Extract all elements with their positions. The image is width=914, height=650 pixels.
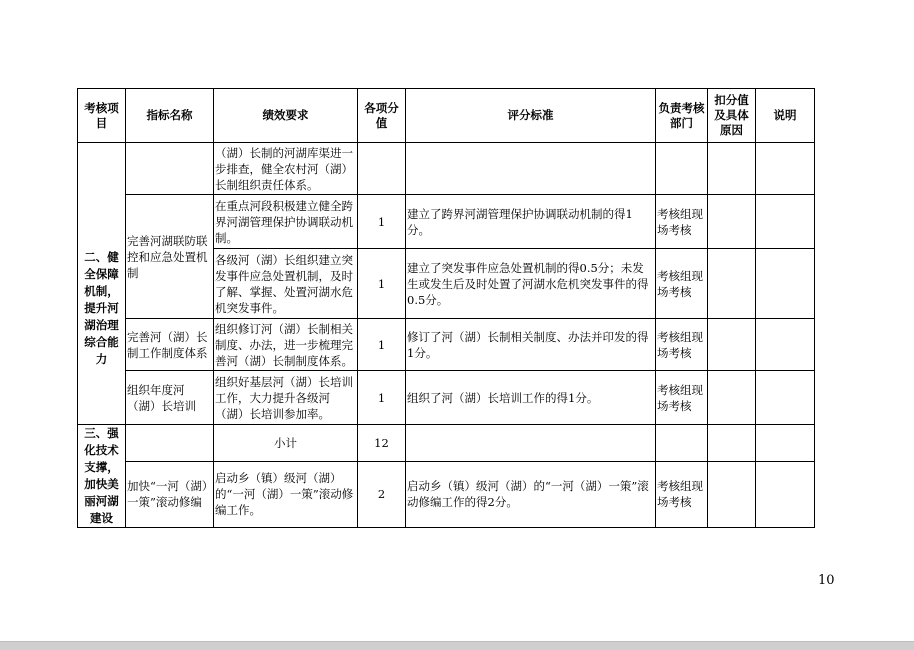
score-cell <box>358 143 406 195</box>
dept-cell: 考核组现场考核 <box>656 195 708 249</box>
indicator-cell: 加快“一河（湖）一策”滚动修编 <box>126 461 214 527</box>
notes-cell <box>756 425 815 462</box>
table-row <box>78 319 815 371</box>
requirement-cell: 组织好基层河（湖）长培训工作，大力提升各级河（湖）长培训参加率。 <box>214 371 358 425</box>
deduction-cell <box>708 319 756 371</box>
header-requirement: 绩效要求 <box>214 89 358 143</box>
criteria-cell <box>406 143 656 195</box>
dept-cell <box>656 143 708 195</box>
dept-cell: 考核组现场考核 <box>656 461 708 527</box>
table-row <box>78 461 815 527</box>
header-category: 考核项目 <box>78 89 126 143</box>
header-dept: 负责考核部门 <box>656 89 708 143</box>
notes-cell <box>756 249 815 319</box>
table-header-row <box>78 89 815 143</box>
indicator-cell: 组织年度河（湖）长培训 <box>126 371 214 425</box>
subtotal-score: 12 <box>358 425 406 462</box>
requirement-cell: 在重点河段积极建立健全跨界河湖管理保护协调联动机制。 <box>214 195 358 249</box>
deduction-cell <box>708 371 756 425</box>
dept-cell: 考核组现场考核 <box>656 371 708 425</box>
category-cell: 二、健全保障机制，提升河湖治理综合能力 <box>78 143 126 425</box>
header-indicator: 指标名称 <box>126 89 214 143</box>
dept-cell <box>656 425 708 462</box>
indicator-cell <box>126 143 214 195</box>
header-score: 各项分值 <box>358 89 406 143</box>
deduction-cell <box>708 143 756 195</box>
criteria-cell: 启动乡（镇）级河（湖）的“一河（湖）一策”滚动修编工作的得2分。 <box>406 461 656 527</box>
criteria-cell <box>406 425 656 462</box>
table-row <box>78 195 815 249</box>
subtotal-label: 小计 <box>214 425 358 462</box>
criteria-cell: 建立了跨界河湖管理保护协调联动机制的得1分。 <box>406 195 656 249</box>
requirement-cell: 组织修订河（湖）长制相关制度、办法，进一步梳理完善河（湖）长制制度体系。 <box>214 319 358 371</box>
score-cell: 1 <box>358 319 406 371</box>
indicator-cell: 完善河湖联防联控和应急处置机制 <box>126 195 214 319</box>
indicator-cell: 完善河（湖）长制工作制度体系 <box>126 319 214 371</box>
dept-cell: 考核组现场考核 <box>656 249 708 319</box>
header-notes: 说明 <box>756 89 815 143</box>
requirement-cell: 各级河（湖）长组织建立突发事件应急处置机制，及时了解、掌握、处置河湖水危机突发事件。 <box>214 249 358 319</box>
header-deduction: 扣分值及具体原因 <box>708 89 756 143</box>
page-number: 10 <box>818 573 835 588</box>
table-row <box>78 371 815 425</box>
header-criteria: 评分标准 <box>406 89 656 143</box>
dept-cell: 考核组现场考核 <box>656 319 708 371</box>
requirement-cell: （湖）长制的河湖库渠进一步排查，健全农村河（湖）长制组织责任体系。 <box>214 143 358 195</box>
indicator-cell <box>126 425 214 462</box>
criteria-cell: 组织了河（湖）长培训工作的得1分。 <box>406 371 656 425</box>
notes-cell <box>756 371 815 425</box>
criteria-cell: 建立了突发事件应急处置机制的得0.5分；未发生或发生后及时处置了河湖水危机突发事件的得0.5分。 <box>406 249 656 319</box>
score-cell: 1 <box>358 249 406 319</box>
deduction-cell <box>708 249 756 319</box>
deduction-cell <box>708 461 756 527</box>
score-cell: 1 <box>358 195 406 249</box>
notes-cell <box>756 195 815 249</box>
requirement-cell: 启动乡（镇）级河（湖）的“一河（湖）一策”滚动修编工作。 <box>214 461 358 527</box>
assessment-table <box>77 88 815 528</box>
notes-cell <box>756 319 815 371</box>
deduction-cell <box>708 425 756 462</box>
notes-cell <box>756 461 815 527</box>
subtotal-row <box>78 425 815 462</box>
criteria-cell: 修订了河（湖）长制相关制度、办法并印发的得1分。 <box>406 319 656 371</box>
category-cell: 三、强化技术支撑，加快美丽河湖建设 <box>78 425 126 528</box>
notes-cell <box>756 143 815 195</box>
score-cell: 2 <box>358 461 406 527</box>
table-row <box>78 143 815 195</box>
deduction-cell <box>708 195 756 249</box>
score-cell: 1 <box>358 371 406 425</box>
